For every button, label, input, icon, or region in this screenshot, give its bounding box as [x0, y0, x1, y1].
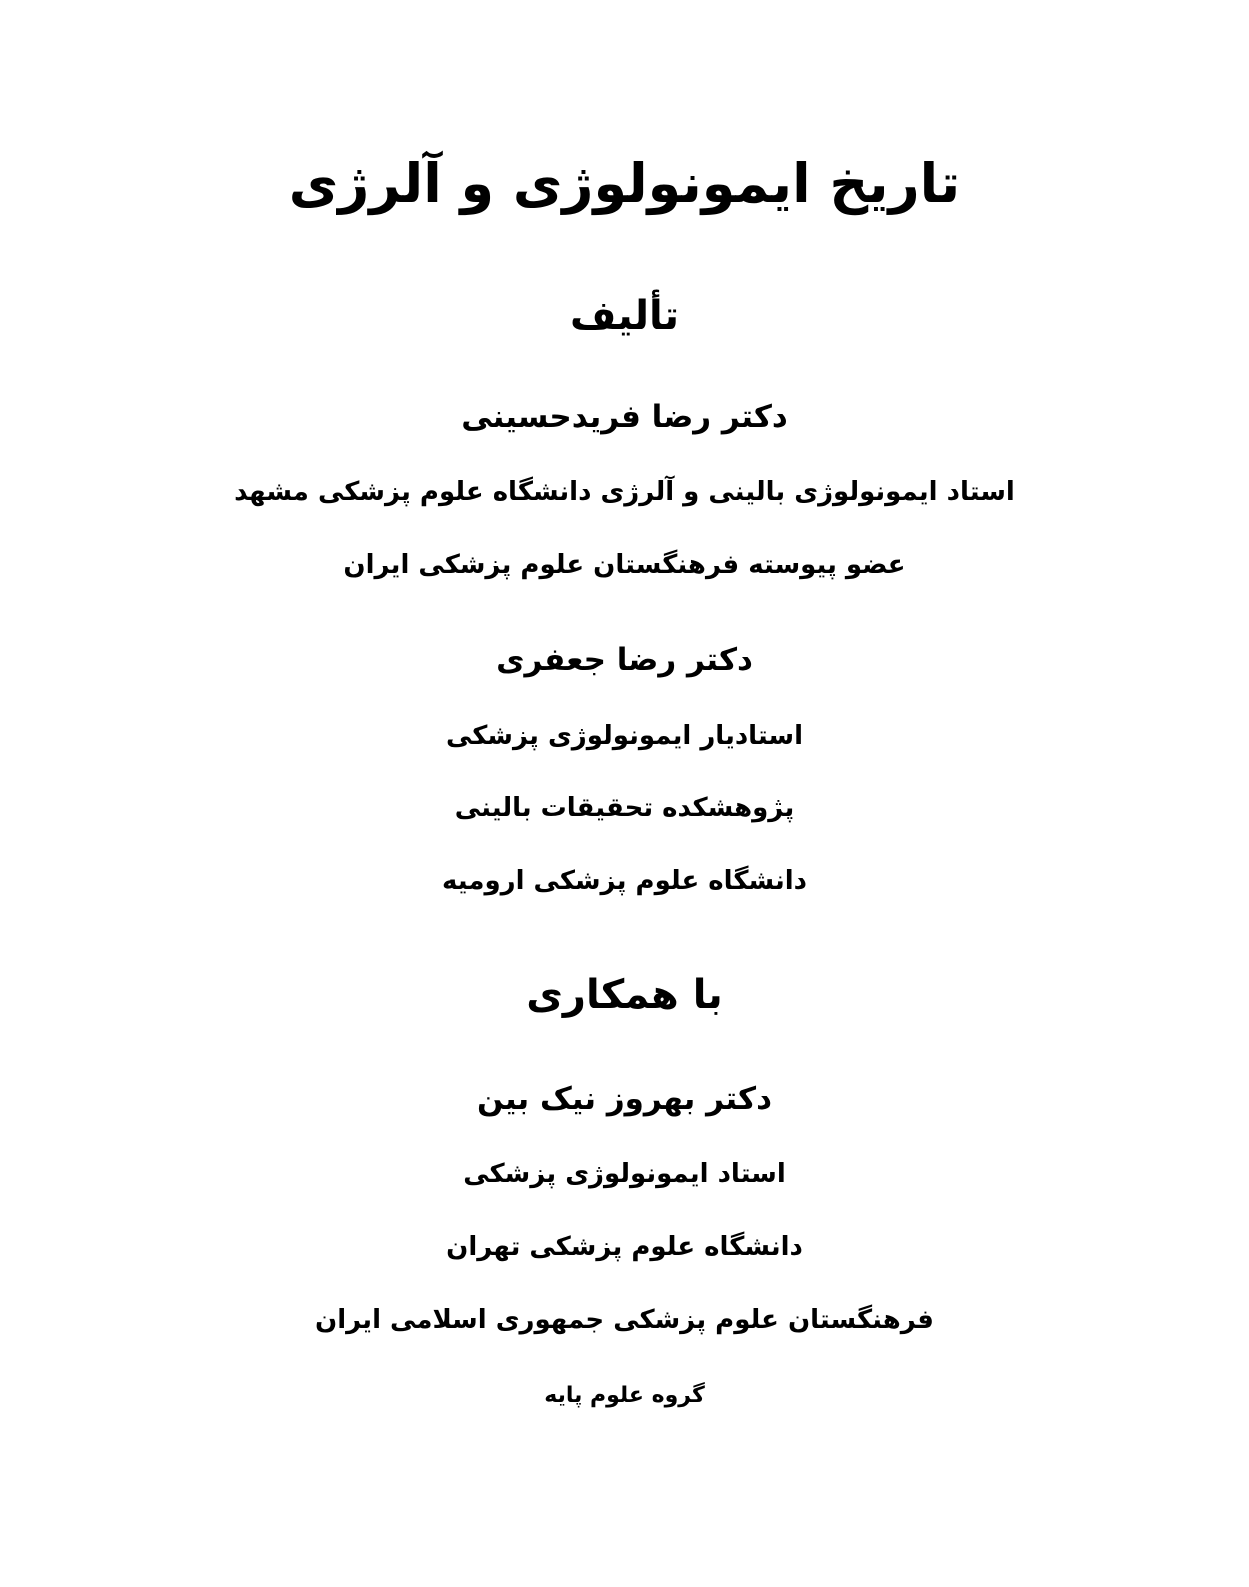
authored-by-heading: تألیف: [569, 292, 680, 339]
author-affiliation: استادیار ایمونولوژی پزشکی: [445, 720, 804, 751]
collaboration-heading: با همکاری: [526, 972, 723, 1019]
author-affiliation: استاد ایمونولوژی بالینی و آلرژی دانشگاه علوم پزشکی مشهد: [234, 476, 1015, 507]
author-affiliation: پژوهشکده تحقیقات بالینی: [454, 793, 795, 824]
author-affiliation: عضو پیوسته فرهنگستان علوم پزشکی ایران: [343, 549, 906, 580]
collaborator-affiliation: فرهنگستان علوم پزشکی جمهوری اسلامی ایران: [315, 1304, 934, 1335]
collaborator-affiliation: استاد ایمونولوژی پزشکی: [463, 1159, 786, 1190]
page-title: تاریخ ایمونولوژی و آلرژی: [288, 152, 961, 215]
author-affiliation: دانشگاه علوم پزشکی ارومیه: [441, 866, 808, 897]
author-name-secondary: دکتر رضا جعفری: [496, 642, 753, 679]
collaborator-department: گروه علوم پایه: [544, 1382, 705, 1408]
author-name-primary: دکتر رضا فریدحسینی: [461, 398, 788, 435]
collaborator-affiliation: دانشگاه علوم پزشکی تهران: [446, 1232, 803, 1263]
collaborator-name: دکتر بهروز نیک بین: [477, 1081, 772, 1118]
